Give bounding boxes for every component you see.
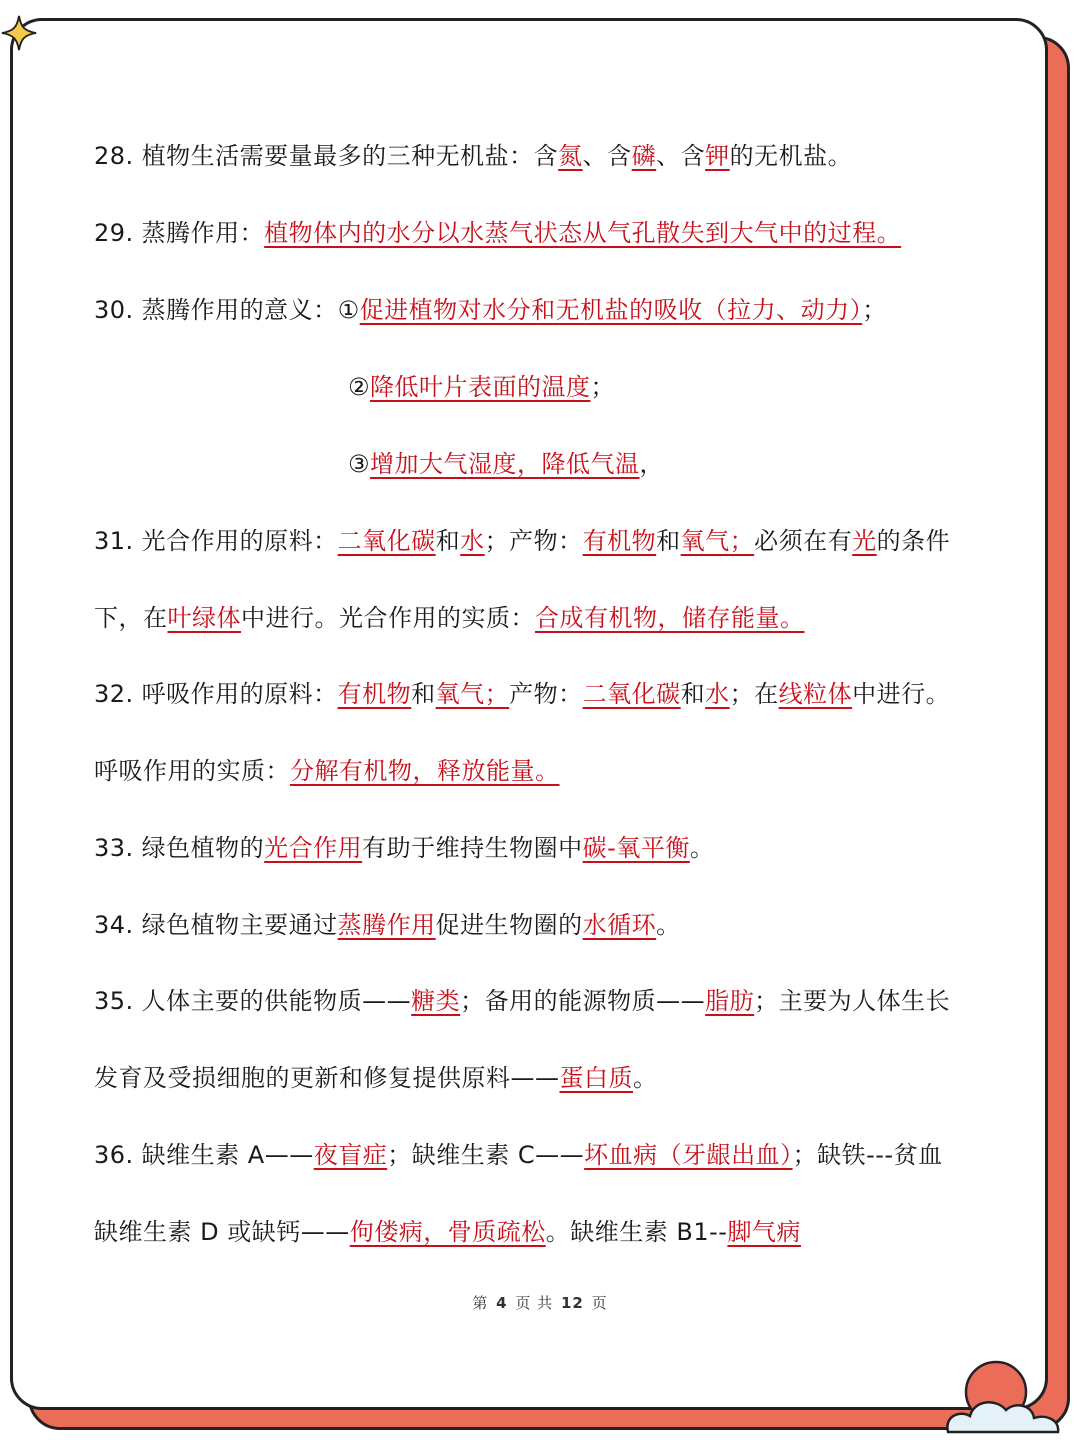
answer-text: 二氧化碳: [582, 680, 681, 708]
answer-text: 蛋白质: [559, 1064, 633, 1092]
answer-text: 有机物: [337, 680, 412, 708]
item-number: 31.: [94, 527, 134, 555]
item-36: [94, 1137, 943, 1173]
footer-prefix: 第: [472, 1294, 489, 1312]
answer-text: 氧气；: [680, 527, 755, 555]
answer-text: 氧气；: [435, 680, 510, 708]
answer-text: 脚气病: [727, 1218, 801, 1246]
question-text: 必须在有: [754, 527, 853, 555]
answer-text: 水: [705, 680, 730, 708]
item-number: 29.: [94, 219, 134, 247]
answer-text: 植物体内的水分以水蒸气状态从气孔散失到大气中的过程。: [264, 219, 902, 247]
answer-text: 碳-氧平衡: [582, 834, 690, 862]
answer-text: 叶绿体: [167, 604, 241, 632]
question-text: 和: [680, 680, 706, 708]
answer-text: 坏血病（牙龈出血）: [584, 1141, 793, 1169]
question-text: 有助于维持生物圈中: [362, 834, 583, 862]
answer-text: 分解有机物，释放能量。: [290, 757, 560, 785]
answer-text: 水循环: [582, 911, 657, 939]
page-number: 4: [496, 1294, 508, 1312]
answer-text: 降低叶片表面的温度: [370, 373, 591, 401]
item-35-cont: [94, 1060, 658, 1096]
item-30-point-3: [348, 446, 664, 482]
answer-text: 氮: [558, 142, 583, 170]
item-32: [94, 676, 950, 712]
question-text: 植物生活需要量最多的三种无机盐：含: [141, 142, 559, 170]
item-number: 33.: [94, 834, 134, 862]
question-text: 。: [633, 1064, 658, 1092]
answer-text: 二氧化碳: [337, 527, 436, 555]
question-text: 蒸腾作用：: [141, 219, 265, 247]
item-30: [94, 292, 887, 328]
item-number: 28.: [94, 142, 134, 170]
question-text: 产物：: [509, 680, 583, 708]
item-number: 36.: [94, 1141, 134, 1169]
question-text: 促进生物圈的: [435, 911, 583, 939]
answer-text: 光: [852, 527, 877, 555]
question-text: 发育及受损细胞的更新和修复提供原料——: [94, 1064, 560, 1092]
question-text: 中进行。光合作用的实质：: [241, 604, 535, 632]
answer-text: 合成有机物，储存能量。: [535, 604, 805, 632]
question-text: 的条件: [876, 527, 951, 555]
item-32-cont: [94, 753, 560, 789]
footer-middle: 页 共: [515, 1294, 554, 1312]
question-text: 和: [435, 527, 461, 555]
question-text: ，: [639, 450, 665, 478]
question-text: 。缺维生素 B1--: [545, 1218, 728, 1246]
answer-text: 增加大气湿度，降低气温: [370, 450, 640, 478]
question-text: 绿色植物的: [141, 834, 265, 862]
question-text: 蒸腾作用的意义：①: [141, 296, 360, 324]
question-text: 中进行。: [852, 680, 951, 708]
question-text: 缺维生素 A——: [141, 1141, 314, 1169]
answer-text: 夜盲症: [313, 1141, 388, 1169]
item-29: [94, 215, 901, 251]
answer-text: 磷: [631, 142, 657, 170]
question-text: 、含: [656, 142, 706, 170]
question-text: 下，在: [94, 604, 168, 632]
item-30-point-2: [348, 369, 615, 405]
item-31: [94, 523, 950, 559]
question-text: 呼吸作用的实质：: [94, 757, 290, 785]
answer-text: 钾: [705, 142, 730, 170]
question-text: 。: [689, 834, 715, 862]
question-text: ；缺维生素 C——: [387, 1141, 585, 1169]
page-total: 12: [560, 1294, 584, 1312]
question-text: 呼吸作用的原料：: [141, 680, 338, 708]
question-text: 人体主要的供能物质——: [141, 987, 412, 1015]
question-text: ；缺铁---贫血: [792, 1141, 943, 1169]
question-text: 。: [656, 911, 681, 939]
question-text: 绿色植物主要通过: [141, 911, 338, 939]
answer-text: 糖类: [411, 987, 461, 1015]
answer-text: 光合作用: [264, 834, 363, 862]
answer-text: 蒸腾作用: [337, 911, 436, 939]
answer-text: 脂肪: [705, 987, 755, 1015]
answer-text: 水: [460, 527, 485, 555]
question-text: 缺维生素 D 或缺钙——: [94, 1218, 350, 1246]
question-text: 和: [656, 527, 681, 555]
answer-text: 有机物: [582, 527, 657, 555]
question-text: 和: [411, 680, 436, 708]
item-31-cont: [94, 600, 805, 636]
item-number: 34.: [94, 911, 134, 939]
item-34: [94, 907, 681, 943]
item-number: 30.: [94, 296, 134, 324]
question-text: 的无机盐。: [729, 142, 853, 170]
item-28: [94, 138, 852, 174]
page-footer: [0, 1292, 1080, 1313]
question-text: ；产物：: [484, 527, 583, 555]
question-text: ；: [590, 373, 616, 401]
footer-suffix: 页: [591, 1294, 608, 1312]
answer-text: 促进植物对水分和无机盐的吸收（拉力、动力）: [359, 296, 863, 324]
item-number: 32.: [94, 680, 134, 708]
item-36-cont: [94, 1214, 801, 1250]
question-text: 光合作用的原料：: [141, 527, 338, 555]
question-text: 、含: [582, 142, 632, 170]
question-text: ②: [348, 373, 371, 401]
item-33: [94, 830, 714, 866]
question-text: ；主要为人体生长: [754, 987, 951, 1015]
answer-text: 线粒体: [778, 680, 853, 708]
item-number: 35.: [94, 987, 134, 1015]
question-text: ；备用的能源物质——: [460, 987, 706, 1015]
question-text: ③: [348, 450, 371, 478]
question-text: ；: [862, 296, 887, 324]
item-35: [94, 983, 950, 1019]
answer-text: 佝偻病，骨质疏松: [349, 1218, 546, 1246]
question-text: ；在: [729, 680, 779, 708]
